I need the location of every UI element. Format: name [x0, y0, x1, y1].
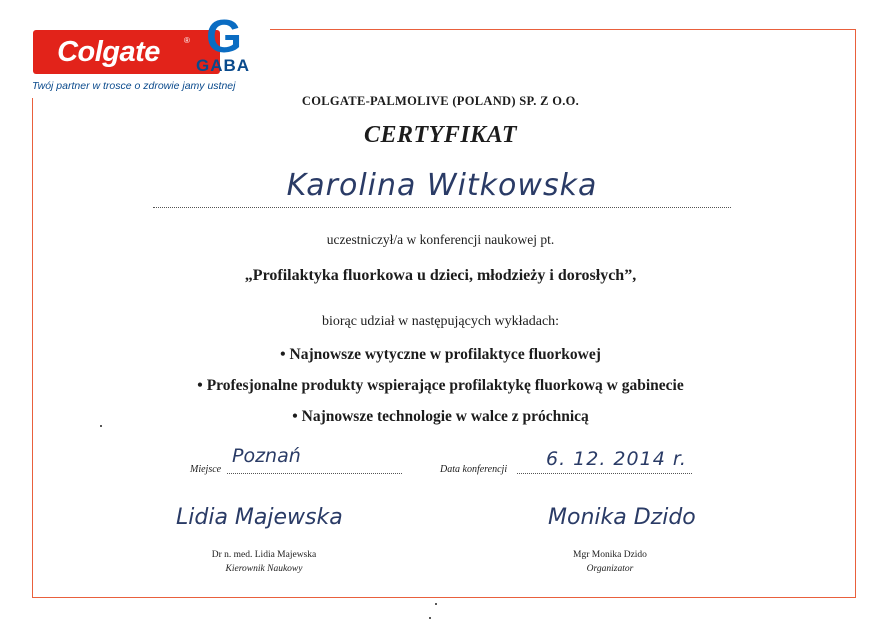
date-value-handwritten: 6. 12. 2014 r.	[546, 448, 687, 470]
participation-text: uczestniczył/a w konferencji naukowej pt.	[326, 232, 555, 247]
gaba-logo-g: G	[206, 10, 242, 62]
place-label: Miejsce	[190, 464, 222, 475]
date-label: Data konferencji	[440, 464, 508, 475]
scan-speck	[435, 603, 437, 605]
scan-speck	[429, 617, 431, 619]
lecture-item	[0, 377, 881, 395]
bullet: •	[197, 377, 203, 394]
lecture-title: Profesjonalne produkty wspierające profilaktykę fluorkową w gabinecie	[206, 377, 684, 394]
logo-tagline: Twój partner w trosce o zdrowie jamy ustnej	[32, 80, 236, 92]
lectures-intro: biorąc udział w następujących wykładach:	[321, 314, 560, 329]
lecture-title: Najnowsze wytyczne w profilaktyce fluorkowej	[289, 346, 601, 363]
right-signatory-role: Organizator	[586, 564, 634, 574]
lecture-item	[0, 408, 881, 426]
certificate-title: CERTYFIKAT	[363, 122, 518, 148]
participant-name-handwritten: Karolina Witkowska	[286, 168, 598, 203]
lecture-item	[0, 346, 881, 364]
bullet: •	[292, 408, 298, 425]
place-dotted-line	[227, 473, 402, 474]
colgate-logo	[33, 30, 220, 74]
right-signature: Monika Dzido	[548, 505, 696, 530]
place-value-handwritten: Poznań	[232, 445, 301, 467]
scan-speck	[100, 425, 102, 427]
right-signatory-name: Mgr Monika Dzido	[573, 550, 647, 560]
participant-name-line	[153, 207, 731, 208]
company-name: COLGATE-PALMOLIVE (POLAND) SP. Z O.O.	[301, 94, 580, 108]
colgate-logo-text: Colgate	[57, 36, 160, 68]
lecture-title: Najnowsze technologie w walce z próchnicą	[301, 408, 589, 425]
date-dotted-line	[517, 473, 692, 474]
logo-block	[30, 12, 270, 98]
left-signatory-name: Dr n. med. Lidia Majewska	[211, 550, 317, 560]
bullet: •	[280, 346, 286, 363]
registered-mark: ®	[184, 36, 190, 45]
left-signature: Lidia Majewska	[176, 505, 343, 530]
conference-title: „Profilaktyka fluorkowa u dzieci, młodzieży i dorosłych”,	[244, 267, 637, 284]
gaba-logo-text: GABA	[196, 56, 251, 75]
left-signatory-role: Kierownik Naukowy	[225, 564, 303, 574]
